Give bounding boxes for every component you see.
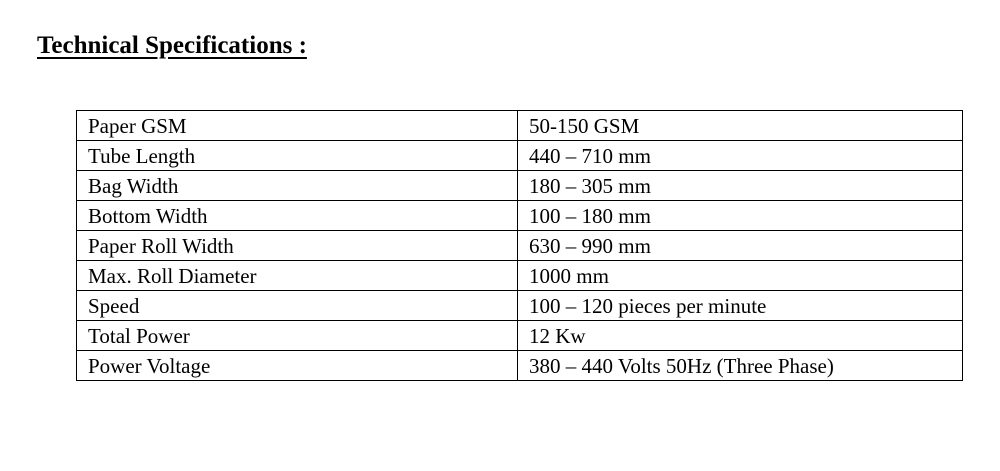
table-row — [77, 231, 963, 261]
table-row — [77, 111, 963, 141]
table-row — [77, 201, 963, 231]
spec-value: 1000 mm — [518, 261, 963, 291]
table-row — [77, 321, 963, 351]
spec-value: 100 – 180 mm — [518, 201, 963, 231]
spec-label: Paper Roll Width — [77, 231, 518, 261]
spec-value: 630 – 990 mm — [518, 231, 963, 261]
spec-label: Bag Width — [77, 171, 518, 201]
spec-value: 380 – 440 Volts 50Hz (Three Phase) — [518, 351, 963, 381]
spec-value: 100 – 120 pieces per minute — [518, 291, 963, 321]
table-row — [77, 291, 963, 321]
spec-label: Max. Roll Diameter — [77, 261, 518, 291]
table-row — [77, 141, 963, 171]
spec-value: 50-150 GSM — [518, 111, 963, 141]
table-row — [77, 351, 963, 381]
spec-label: Bottom Width — [77, 201, 518, 231]
spec-label: Tube Length — [77, 141, 518, 171]
spec-value: 180 – 305 mm — [518, 171, 963, 201]
page-title: Technical Specifications : — [37, 32, 307, 59]
spec-value: 440 – 710 mm — [518, 141, 963, 171]
spec-label: Power Voltage — [77, 351, 518, 381]
spec-label: Total Power — [77, 321, 518, 351]
table-row — [77, 171, 963, 201]
table-row — [77, 261, 963, 291]
spec-label: Paper GSM — [77, 111, 518, 141]
specifications-table — [76, 110, 963, 381]
spec-label: Speed — [77, 291, 518, 321]
spec-value: 12 Kw — [518, 321, 963, 351]
